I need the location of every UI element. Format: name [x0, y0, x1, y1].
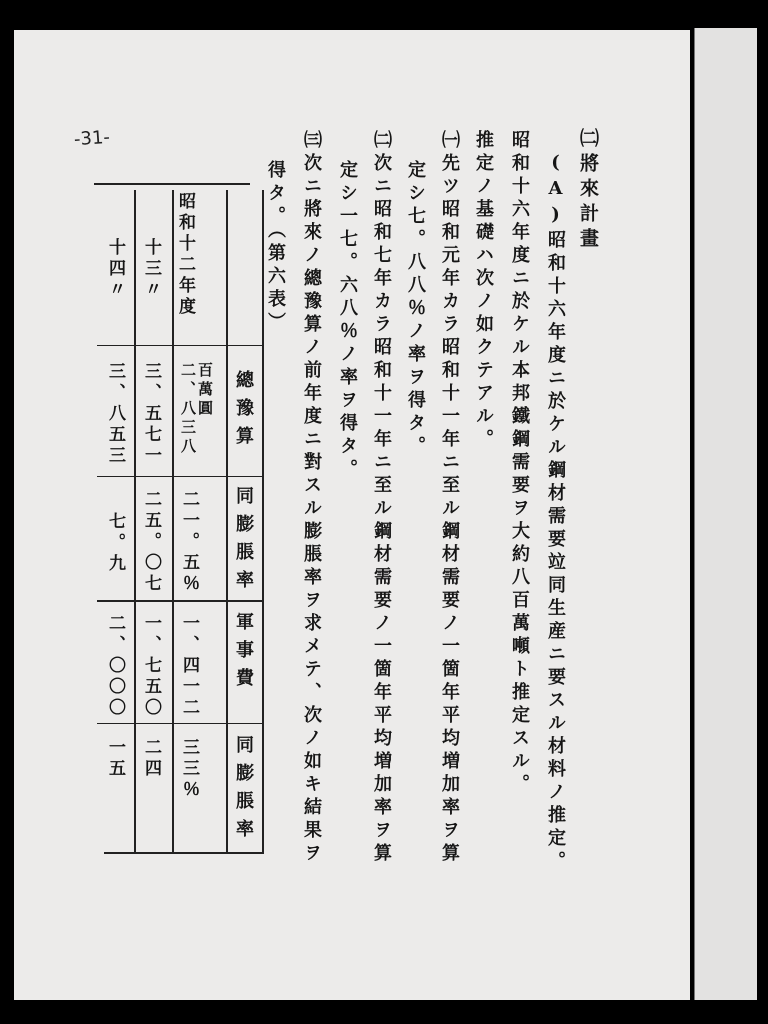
row3-military-growth: 一五: [105, 738, 125, 780]
table-divider-row2: [134, 190, 136, 854]
table-top-border: [94, 183, 250, 185]
table-divider-header: [226, 190, 228, 854]
row2-total: 三、五七一: [141, 362, 161, 467]
paragraph-line-9: 得タ。（第六表）: [265, 160, 286, 335]
row2-year: 十三〃: [141, 238, 161, 301]
table-hline-4: [97, 723, 263, 724]
table-hline-2: [97, 476, 263, 477]
table-hline-3: [97, 600, 263, 602]
row3-year: 十四〃: [105, 238, 125, 301]
row2-military-growth: 二四: [141, 738, 161, 780]
row1-military: 一、四一二: [179, 614, 199, 719]
table-header-military-growth: 同膨脹率: [233, 735, 254, 847]
table-hline-1: [97, 345, 263, 346]
table-unit: 百萬圓: [196, 362, 214, 419]
row3-military: 二、〇〇〇: [105, 614, 125, 719]
paragraph-line-8: ㈢次ニ將來ノ總豫算ノ前年度ニ對スル膨脹率ヲ求メテ、次ノ如キ結果ヲ: [301, 130, 322, 866]
paragraph-line-3: 推定ノ基礎ハ次ノ如クテアル。: [473, 130, 494, 452]
section-title: ㈡將來計畫: [577, 128, 599, 253]
row2-military: 一、七五〇: [141, 614, 161, 719]
paragraph-line-6: ㈡次ニ昭和七年カラ昭和十一年ニ至ル鋼材需要ノ一箇年平均増加率ヲ算: [371, 130, 392, 866]
table-right-border: [262, 190, 264, 854]
paragraph-line-4: ㈠先ツ昭和元年カラ昭和十一年ニ至ル鋼材需要ノ一箇年平均増加率ヲ算: [439, 130, 460, 866]
paragraph-line-1: (A)昭和十六年度ニ於ケル鋼材需要竝同生産ニ要スル材料ノ推定。: [545, 152, 566, 874]
row1-total: 二、八三八: [179, 362, 197, 457]
table-divider-row1: [172, 190, 174, 854]
paragraph-line-7: 定シ一七。六八％ノ率ヲ得タ。: [337, 160, 358, 482]
row2-total-growth: 二五。〇七: [141, 490, 161, 595]
row3-total-growth: 七。九: [105, 512, 125, 575]
table-bottom-border: [104, 852, 262, 854]
table-header-military: 軍事費: [233, 612, 254, 696]
row1-year: 昭和十二年度: [175, 192, 195, 318]
row1-military-growth: 三三％: [179, 738, 199, 801]
paragraph-line-2: 昭和十六年度ニ於ケル本邦鐵鋼需要ヲ大約八百萬噸ト推定スル。: [509, 130, 530, 797]
next-page-edge: [694, 28, 757, 1000]
table-header-budget-growth: 同膨脹率: [233, 486, 254, 598]
page-number: -31-: [73, 126, 111, 151]
table-header-total-budget: 總豫算: [233, 370, 254, 454]
row3-total: 三、八五三: [105, 362, 125, 467]
paragraph-line-5: 定シ七。八八％ノ率ヲ得タ。: [405, 160, 426, 459]
row1-total-growth: 二一。五％: [179, 490, 199, 595]
